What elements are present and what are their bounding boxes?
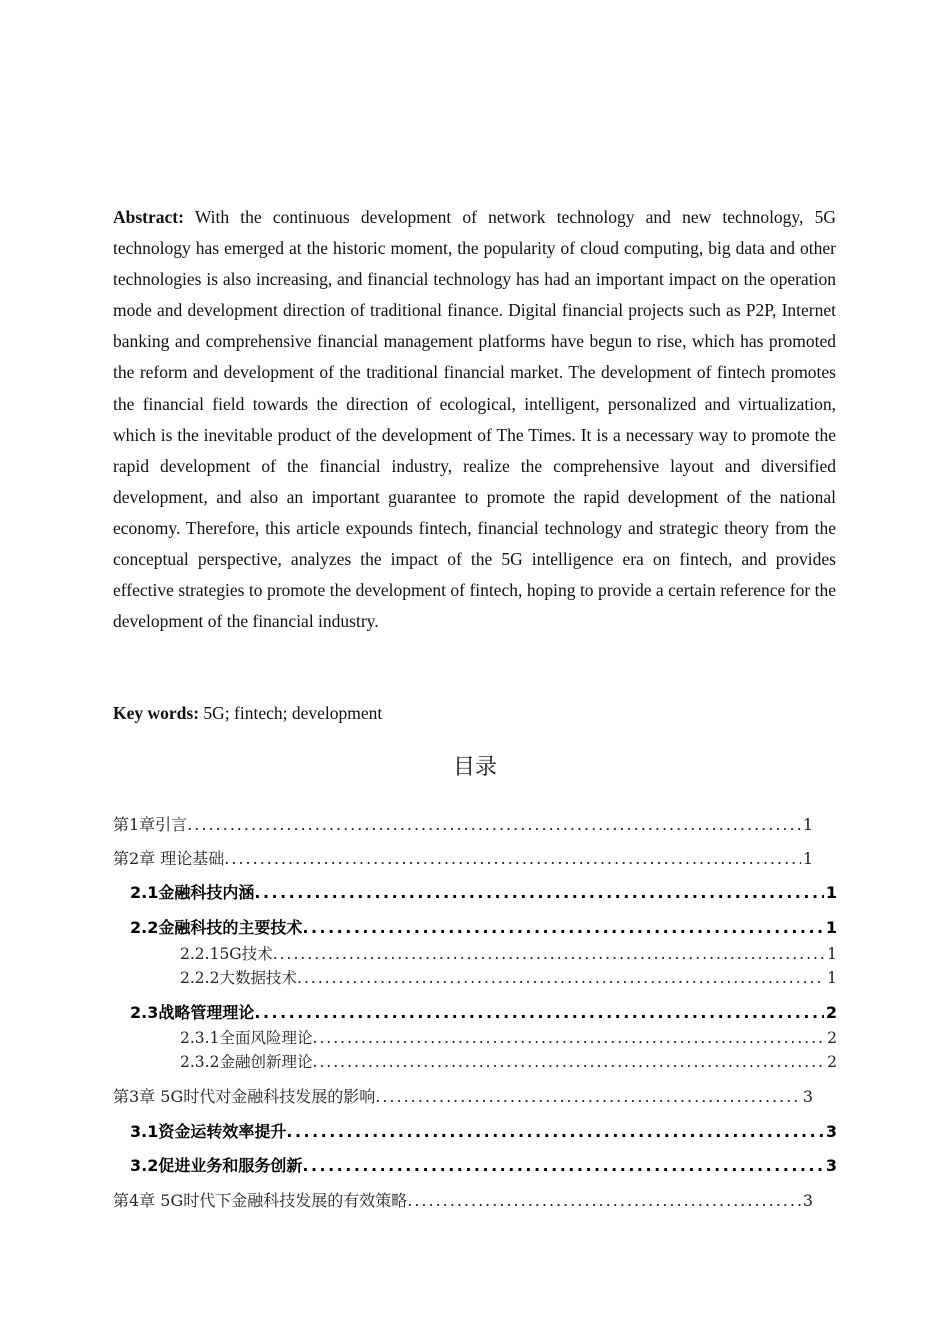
toc-entry-page: 3 bbox=[825, 1156, 837, 1175]
toc-entry-title: 3.1资金运转效率提升 bbox=[130, 1122, 287, 1141]
toc-entry-page: 1 bbox=[825, 883, 837, 902]
toc-leader bbox=[407, 1189, 801, 1213]
toc-entry-title: 第2章 理论基础 bbox=[113, 849, 225, 868]
toc-leader bbox=[297, 967, 825, 989]
toc-entry-title: 2.3.1全面风险理论 bbox=[180, 1029, 313, 1047]
toc-leader bbox=[375, 1085, 801, 1109]
toc-entry-subsection-2-3-2[interactable] bbox=[180, 1051, 837, 1073]
toc-entry-title: 2.1金融科技内涵 bbox=[130, 883, 255, 902]
toc-entry-section-2-2[interactable] bbox=[130, 916, 837, 940]
toc-entry-page: 2 bbox=[827, 1053, 837, 1071]
toc-entry-subsection-2-3-1[interactable] bbox=[180, 1027, 837, 1049]
toc-entry-page: 1 bbox=[827, 969, 837, 987]
toc-entry-chapter-1[interactable] bbox=[113, 813, 813, 837]
toc-leader bbox=[187, 813, 801, 837]
toc-entry-page: 1 bbox=[802, 849, 813, 868]
toc-entry-title: 2.3战略管理理论 bbox=[130, 1003, 255, 1022]
toc-leader bbox=[302, 916, 824, 940]
toc-entry-title: 2.2.15G技术 bbox=[180, 945, 273, 963]
toc-entry-subsection-2-2-1[interactable] bbox=[180, 943, 837, 965]
toc-entry-title: 第3章 5G时代对金融科技发展的影响 bbox=[113, 1087, 376, 1106]
toc-entry-chapter-2[interactable] bbox=[113, 847, 813, 871]
toc-entry-section-2-1[interactable] bbox=[130, 881, 837, 905]
toc-title: 目录 bbox=[452, 755, 497, 780]
toc-entry-title: 2.2.2大数据技术 bbox=[180, 969, 297, 987]
toc-entry-page: 2 bbox=[827, 1029, 837, 1047]
toc-entry-page: 1 bbox=[827, 945, 837, 963]
abstract-text: With the continuous development of network technology and new technology, 5G technology has emerged at the historic moment, the popularity of cloud computing, big data and other technologies is also increasing, and financial technology has had an important impact on the operation mode and development direction of traditional finance. Digital financial projects such as P2P, Internet banking and comprehensive financial management platforms have begun to rise, which has promoted the reform and development of the traditional financial market. The development of fintech promotes the financial field towards the direction of ecological, intelligent, personalized and virtualization, which is the inevitable product of the development of The Times. It is a necessary way to promote the rapid development of the financial industry, realize the comprehensive layout and diversified development, and also an important guarantee to promote the rapid development of the national economy. Therefore, this article expounds fintech, financial technology and strategic theory from the conceptual perspective, analyzes the impact of the 5G intelligence era on fintech, and provides effective strategies to promote the development of fintech, hoping to provide a certain reference for the development of the financial industry. bbox=[113, 207, 836, 632]
toc-leader bbox=[312, 1051, 825, 1073]
toc-entry-title: 2.2金融科技的主要技术 bbox=[130, 918, 303, 937]
keywords-line bbox=[113, 699, 836, 727]
toc-entry-title: 2.3.2金融创新理论 bbox=[180, 1053, 313, 1071]
toc-entry-section-2-3[interactable] bbox=[130, 1001, 837, 1025]
toc-entry-page: 3 bbox=[825, 1122, 837, 1141]
toc-entry-chapter-4[interactable] bbox=[113, 1189, 813, 1213]
toc-leader bbox=[254, 1001, 824, 1025]
keywords-text: 5G; fintech; development bbox=[199, 703, 383, 723]
toc-leader bbox=[254, 881, 824, 905]
toc-leader bbox=[273, 943, 825, 965]
toc-entry-page: 3 bbox=[802, 1191, 813, 1210]
toc-entry-page: 3 bbox=[802, 1087, 813, 1106]
toc-entry-section-3-1[interactable] bbox=[130, 1120, 837, 1144]
toc-entry-page: 1 bbox=[802, 815, 813, 834]
abstract-label: Abstract: bbox=[113, 207, 184, 227]
toc-entry-title: 第4章 5G时代下金融科技发展的有效策略 bbox=[113, 1191, 408, 1210]
toc-entry-page: 2 bbox=[825, 1003, 837, 1022]
keywords-label: Key words: bbox=[113, 703, 200, 723]
toc-leader bbox=[312, 1027, 825, 1049]
toc-entry-subsection-2-2-2[interactable] bbox=[180, 967, 837, 989]
toc-leader bbox=[224, 847, 801, 871]
toc-entry-chapter-3[interactable] bbox=[113, 1085, 813, 1109]
toc-leader bbox=[302, 1154, 824, 1178]
abstract-paragraph bbox=[113, 202, 836, 637]
toc-entry-page: 1 bbox=[825, 918, 837, 937]
toc-leader bbox=[286, 1120, 824, 1144]
toc-entry-title: 第1章引言 bbox=[113, 815, 188, 834]
toc-entry-title: 3.2促进业务和服务创新 bbox=[130, 1156, 303, 1175]
toc-entry-section-3-2[interactable] bbox=[130, 1154, 837, 1178]
